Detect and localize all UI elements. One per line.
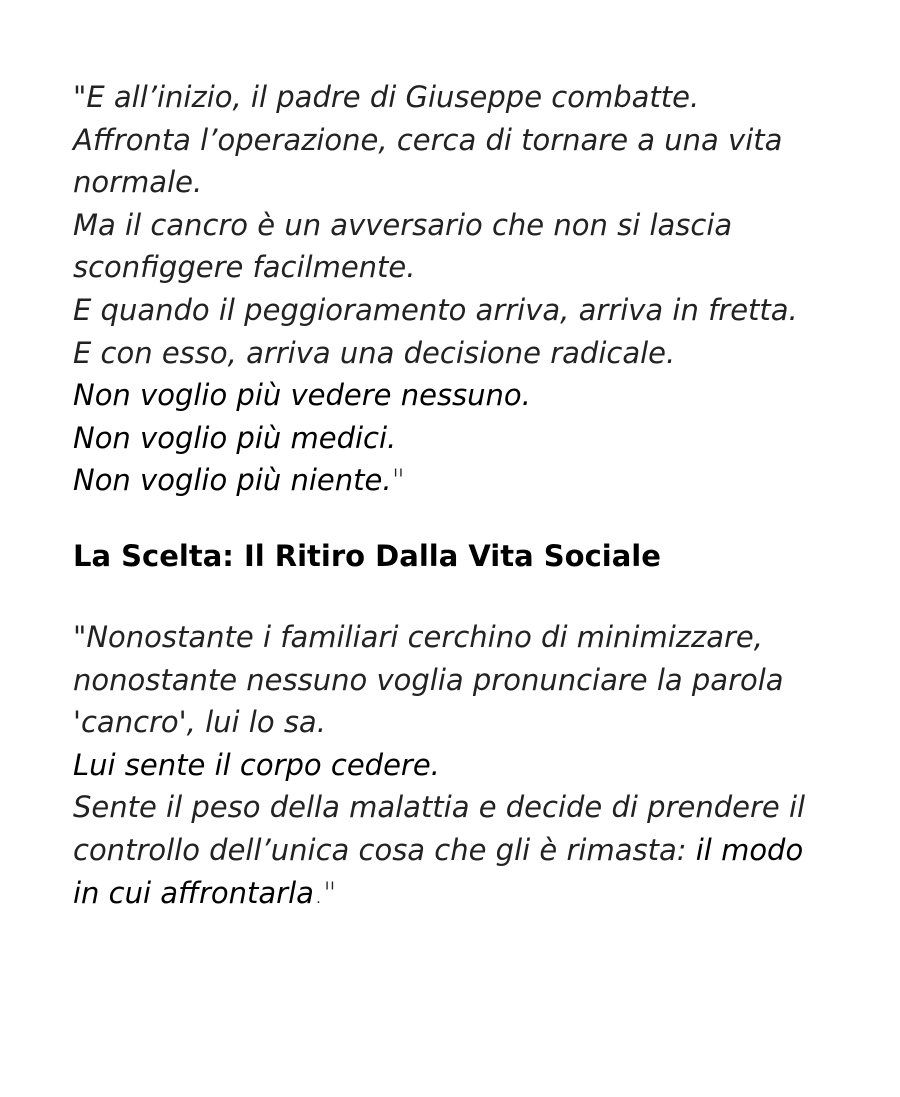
emphasis-segment: il modo <box>695 832 804 867</box>
emphasis-text: Non voglio più niente. <box>73 463 392 498</box>
text-line: Ma il cancro è un avversario che non si lascia <box>73 207 733 242</box>
section-heading: La Scelta: Il Ritiro Dalla Vita Sociale <box>73 539 661 573</box>
text-segment: controllo dell’unica cosa che gli è rimasta: <box>73 832 696 867</box>
emphasis-segment: in cui affrontarla <box>73 875 314 910</box>
text-line: Affronta l’operazione, cerca di tornare a una vita <box>73 122 783 157</box>
text-line: normale. <box>73 165 203 200</box>
text-line: E con esso, arriva una decisione radicale. <box>73 335 676 370</box>
emphasis-line: Non voglio più medici. <box>73 420 397 455</box>
paragraph-father-fight <box>73 76 798 502</box>
text-line: "E all’inizio, il padre di Giuseppe combatte. <box>73 80 700 114</box>
closing-quote: " <box>391 463 405 498</box>
text-line: E quando il peggioramento arriva, arriva in fretta. <box>73 292 798 327</box>
emphasis-line: Non voglio più vedere nessuno. <box>73 378 531 413</box>
text-line: "Nonostante i familiari cerchino di minimizzare, <box>73 620 763 654</box>
mixed-line <box>73 829 805 872</box>
final-line <box>73 872 805 915</box>
text-line: sconfiggere facilmente. <box>73 250 416 285</box>
text-line: nonostante nessuno voglia pronunciare la parola <box>73 662 784 697</box>
emphasis-line: Lui sente il corpo cedere. <box>73 747 440 782</box>
closing-quote: ." <box>313 875 337 910</box>
emphasis-line-with-quote <box>73 459 798 502</box>
paragraph-withdrawal <box>73 616 805 914</box>
text-line: 'cancro', lui lo sa. <box>73 705 326 740</box>
text-line: Sente il peso della malattia e decide di prendere il <box>73 790 806 825</box>
